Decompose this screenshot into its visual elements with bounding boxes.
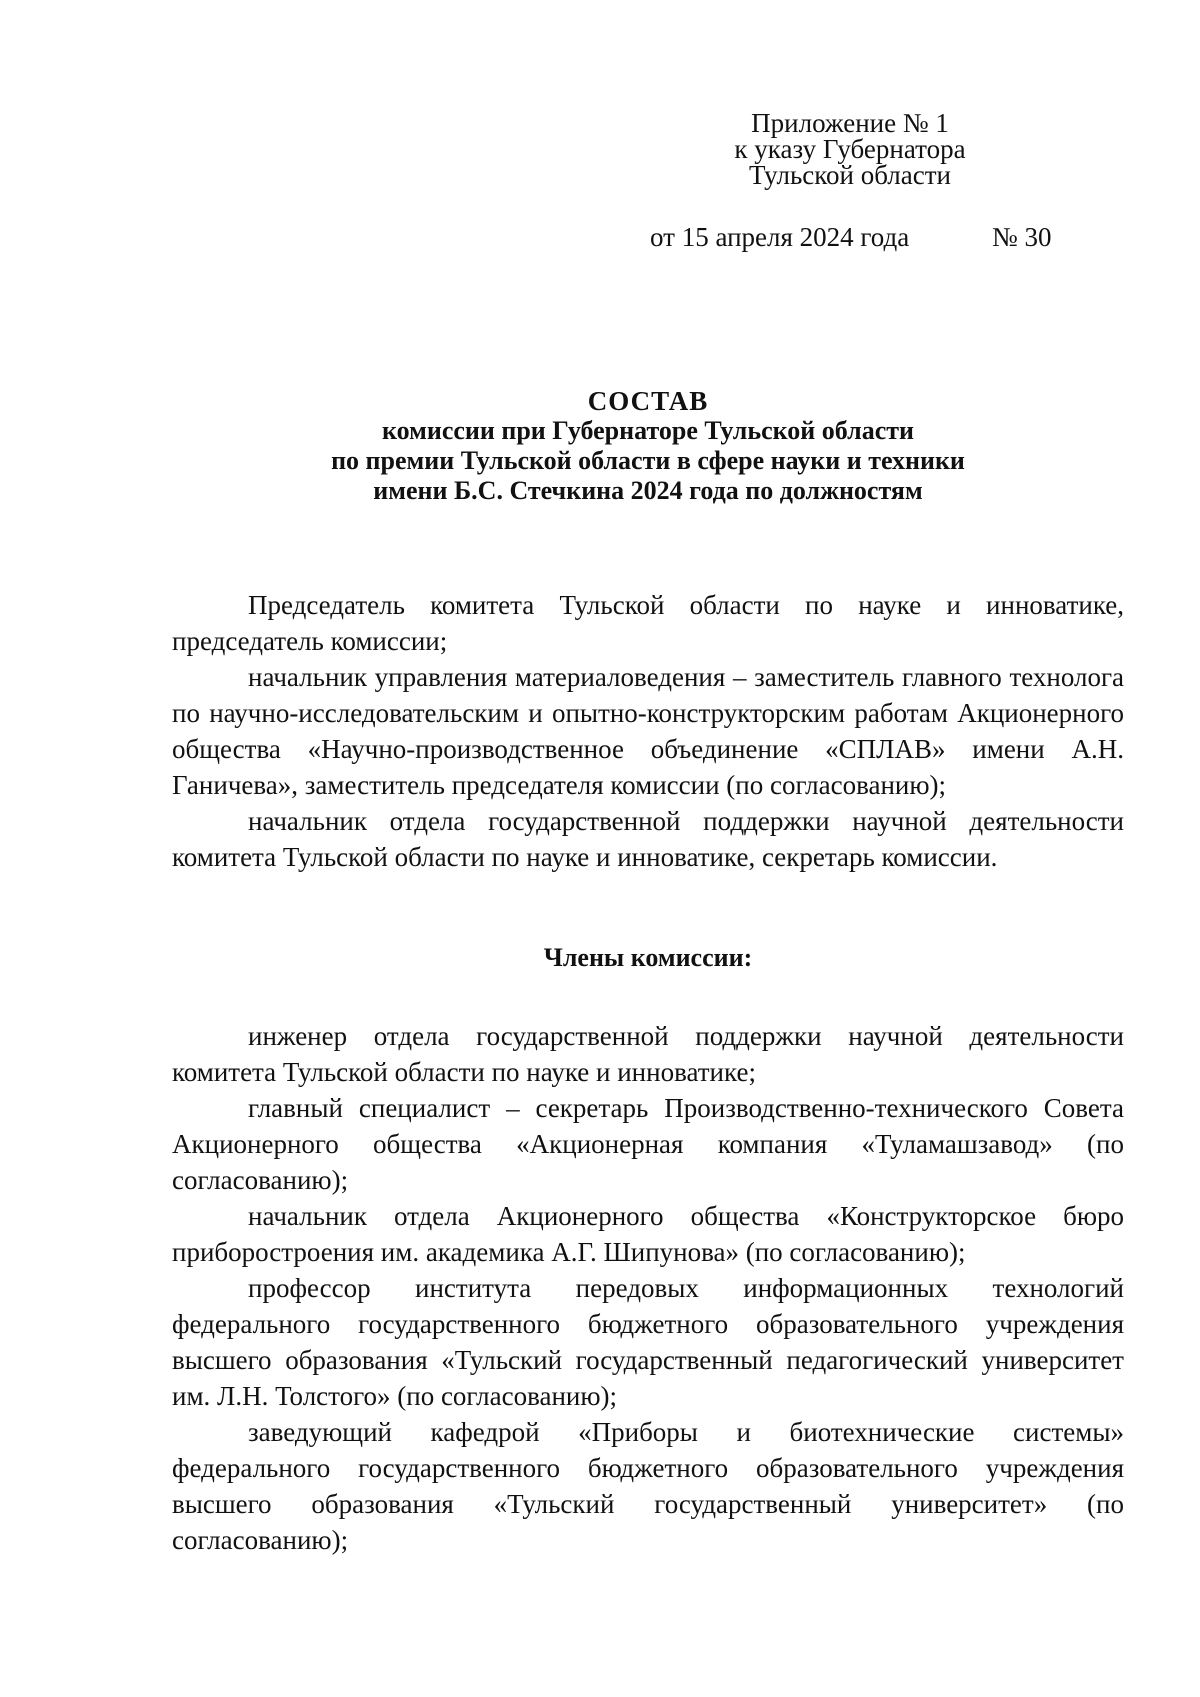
appendix-line-1: Приложение № 1 — [751, 108, 949, 138]
appendix-note — [700, 110, 1000, 188]
leadership-item-chairman: Председатель комитета Тульской области по науке и инноватике, председатель комиссии; — [172, 590, 1124, 656]
leadership-item-secretary: начальник отдела государственной поддержки научной деятельности комитета Тульской области по науке и инноватике, секретарь комиссии. — [172, 806, 1124, 872]
leadership-item-deputy: начальник управления материаловедения – заместитель главного технолога по научно-исследовательским и опытно-конструкторским работам Акционерного общества «Научно-производственное объединение «СПЛАВ» имени А.Н. Ганичева», заместитель председателя комиссии (по согласованию); — [172, 662, 1124, 800]
member-item: заведующий кафедрой «Приборы и биотехнические системы» федерального государственного бюджетного образовательного учреждения высшего образования «Тульский государственный университет» (по согласованию); — [172, 1417, 1124, 1555]
member-item: инженер отдела государственной поддержки научной деятельности комитета Тульской области по науке и инноватике; — [172, 1021, 1124, 1087]
members-list — [172, 1018, 1124, 1558]
leadership-list — [172, 587, 1124, 875]
appendix-line-3: Тульской области — [749, 160, 951, 190]
member-item: профессор института передовых информационных технологий федерального государственного бюджетного образовательного учреждения высшего образования «Тульский государственный педагогический университет им. Л.Н. Толстого» (по согласованию); — [172, 1273, 1124, 1411]
title-line-2: комиссии при Губернаторе Тульской области — [381, 416, 915, 445]
title-main: СОСТАВ — [587, 386, 709, 416]
appendix-line-2: к указу Губернатора — [734, 134, 966, 164]
members-heading: Члены комиссии: — [543, 943, 753, 972]
title-line-3: по премии Тульской области в сфере науки и техники — [331, 446, 965, 475]
title-line-4: имени Б.С. Стечкина 2024 года по должностям — [373, 476, 923, 505]
member-item: начальник отдела Акционерного общества «Конструкторское бюро приборостроения им. академика А.Г. Шипунова» (по согласованию); — [172, 1201, 1124, 1267]
decree-date: от 15 апреля 2024 года — [650, 222, 910, 252]
document-title — [172, 386, 1124, 506]
member-item: главный специалист – секретарь Производственно-технического Совета Акционерного общества «Акционерная компания «Туламашзавод» (по согласованию); — [172, 1093, 1124, 1195]
decree-number: № 30 — [992, 222, 1052, 252]
